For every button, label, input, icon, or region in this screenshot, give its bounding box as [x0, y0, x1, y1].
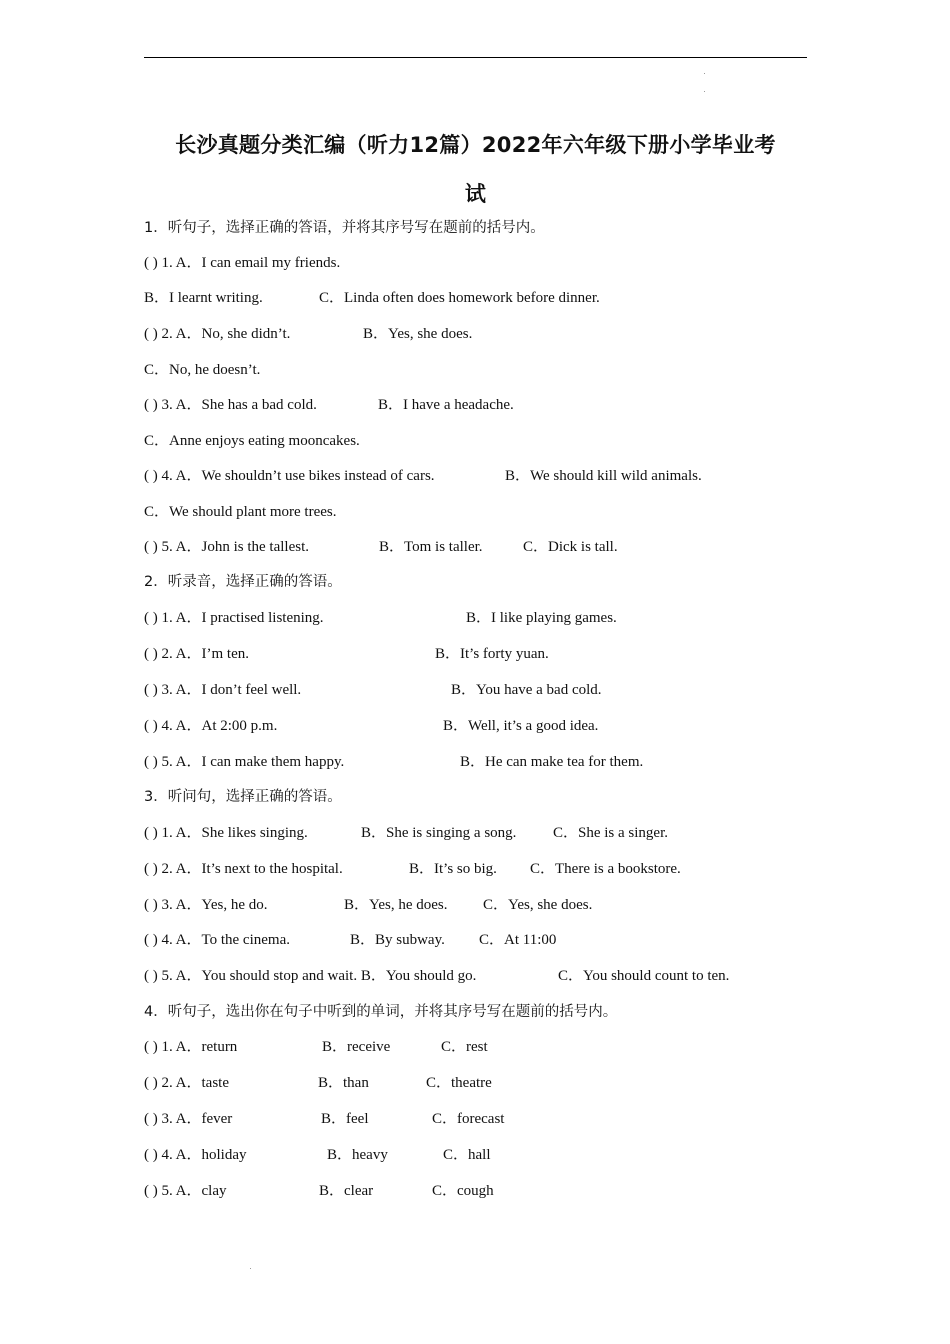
- question-text: ( ) 4. A．holiday: [144, 1147, 247, 1163]
- answer-option: C．Linda often does homework before dinner.: [319, 290, 600, 306]
- answer-option: B．He can make tea for them.: [460, 754, 644, 770]
- answer-option: B．I have a headache.: [378, 397, 514, 413]
- answer-option: C．No, he doesn’t.: [144, 362, 261, 378]
- question-text: ( ) 2. A．No, she didn’t.: [144, 326, 291, 342]
- header-dot: [704, 91, 705, 92]
- answer-option: C．rest: [441, 1039, 488, 1055]
- question-text: ( ) 3. A．Yes, he do.: [144, 897, 268, 913]
- answer-option: B．We should kill wild animals.: [505, 468, 702, 484]
- answer-option: B．It’s so big.: [409, 861, 497, 877]
- answer-option: C．Anne enjoys eating mooncakes.: [144, 433, 360, 449]
- question-text: ( ) 5. A．I can make them happy.: [144, 754, 345, 770]
- answer-option: C．There is a bookstore.: [530, 861, 681, 877]
- section-1-heading: 1．听句子，选择正确的答语，并将其序号写在题前的括号内。: [144, 220, 545, 236]
- question-text: ( ) 2. A．I’m ten.: [144, 646, 249, 662]
- header-dot: [704, 73, 705, 74]
- answer-option: B．feel: [321, 1111, 369, 1127]
- question-text: ( ) 1. A．She likes singing.: [144, 825, 308, 841]
- question-text: ( ) 3. A．fever: [144, 1111, 233, 1127]
- question-text: ( ) 4. A．We shouldn’t use bikes instead of cars.: [144, 468, 435, 484]
- question-text: ( ) 4. A．To the cinema.: [144, 932, 290, 948]
- answer-option: B．heavy: [327, 1147, 388, 1163]
- answer-option: B．I like playing games.: [466, 610, 617, 626]
- question-text: ( ) 3. A．I don’t feel well.: [144, 682, 302, 698]
- question-text: ( ) 2. A．taste: [144, 1075, 229, 1091]
- footer-dot: [250, 1268, 251, 1269]
- answer-option: B．Yes, she does.: [363, 326, 473, 342]
- answer-option: C．theatre: [426, 1075, 492, 1091]
- answer-option: C．At 11:00: [479, 932, 557, 948]
- answer-option: C．cough: [432, 1183, 494, 1199]
- answer-option: C．forecast: [432, 1111, 505, 1127]
- document-title-continued: 试: [464, 182, 487, 206]
- answer-option: B．clear: [319, 1183, 374, 1199]
- question-text: ( ) 1. A．return: [144, 1039, 238, 1055]
- answer-option: B．receive: [322, 1039, 391, 1055]
- document-title: 长沙真题分类汇编（听力12篇）2022年六年级下册小学毕业考: [175, 133, 776, 157]
- answer-option: C．hall: [443, 1147, 491, 1163]
- section-3-heading: 3．听问句，选择正确的答语。: [144, 789, 342, 805]
- answer-option: C．Dick is tall.: [523, 539, 618, 555]
- answer-option: C．You should count to ten.: [558, 968, 730, 984]
- question-text: ( ) 5. A．You should stop and wait. B．You should go.: [144, 968, 477, 984]
- section-4-heading: 4．听句子，选出你在句子中听到的单词，并将其序号写在题前的括号内。: [144, 1004, 618, 1020]
- answer-option: B．I learnt writing.: [144, 290, 263, 306]
- question-text: ( ) 5. A．clay: [144, 1183, 227, 1199]
- answer-option: B．Tom is taller.: [379, 539, 483, 555]
- answer-option: B．It’s forty yuan.: [435, 646, 549, 662]
- question-text: ( ) 5. A．John is the tallest.: [144, 539, 309, 555]
- answer-option: B．Well, it’s a good idea.: [443, 718, 599, 734]
- answer-option: B．By subway.: [350, 932, 445, 948]
- question-text: ( ) 4. A．At 2:00 p.m.: [144, 718, 278, 734]
- answer-option: B．Yes, he does.: [344, 897, 448, 913]
- question-text: ( ) 3. A．She has a bad cold.: [144, 397, 317, 413]
- header-rule: [144, 57, 807, 58]
- question-text: ( ) 1. A．I can email my friends.: [144, 255, 341, 271]
- answer-option: B．You have a bad cold.: [451, 682, 602, 698]
- question-text: ( ) 2. A．It’s next to the hospital.: [144, 861, 343, 877]
- answer-option: C．Yes, she does.: [483, 897, 593, 913]
- question-text: ( ) 1. A．I practised listening.: [144, 610, 324, 626]
- answer-option: B．than: [318, 1075, 369, 1091]
- answer-option: C．She is a singer.: [553, 825, 668, 841]
- section-2-heading: 2．听录音，选择正确的答语。: [144, 574, 342, 590]
- answer-option: B．She is singing a song.: [361, 825, 517, 841]
- answer-option: C．We should plant more trees.: [144, 504, 337, 520]
